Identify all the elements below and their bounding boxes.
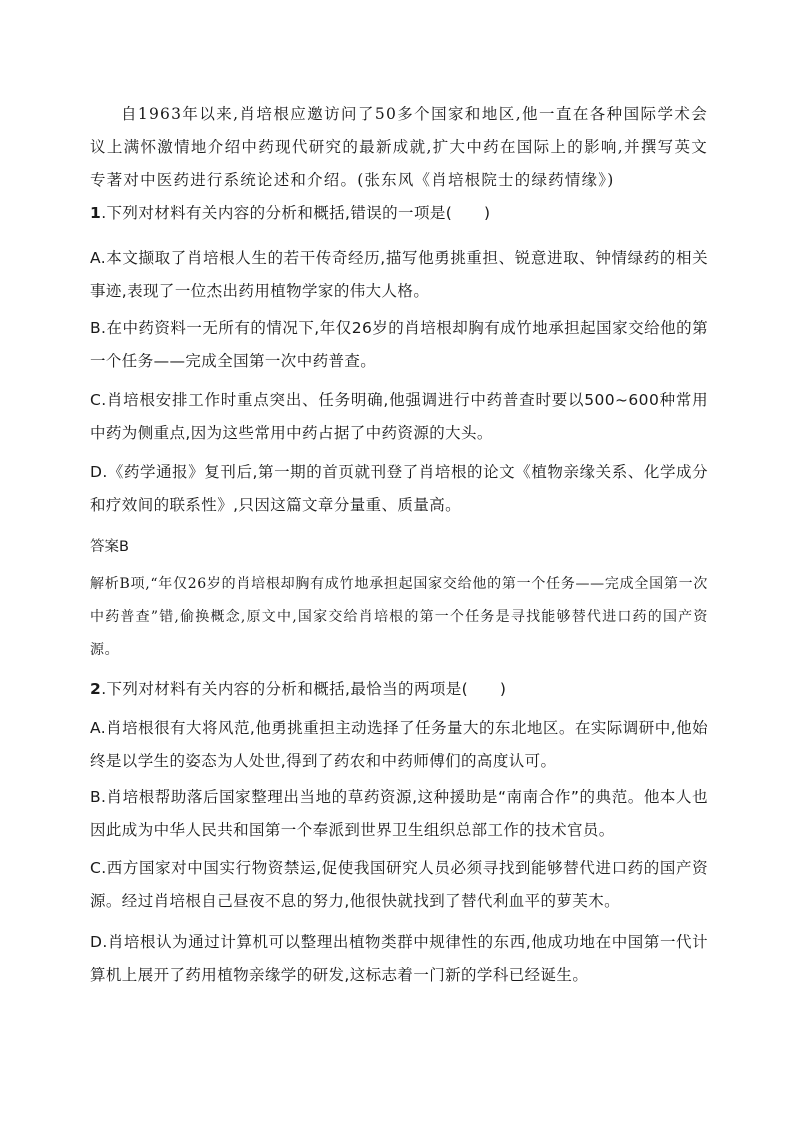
analysis-text: B项,“年仅26岁的肖培根却胸有成竹地承担起国家交给他的第一个任务——完成全国第一次中药普查”错,偷换概念,原文中,国家交给肖培根的第一个任务是寻找能够替代进口药的国产资源。	[90, 576, 708, 658]
question-2-option-a: A.肖培根很有大将风范,他勇挑重担主动选择了任务量大的东北地区。在实际调研中,他始终是以学生的姿态为人处世,得到了药农和中药师傅们的高度认可。	[90, 719, 708, 770]
question-1-option-c: C.肖培根安排工作时重点突出、任务明确,他强调进行中药普查时要以500~600种常用中药为侧重点,因为这些常用中药占据了中药资源的大头。	[90, 391, 708, 442]
question-1-option-a: A.本文撷取了肖培根人生的若干传奇经历,描写他勇挑重担、锐意进取、钟情绿药的相关事迹,表现了一位杰出药用植物学家的伟大人格。	[90, 249, 708, 300]
question-2-option-d: D.肖培根认为通过计算机可以整理出植物类群中规律性的东西,他成功地在中国第一代计算机上展开了药用植物亲缘学的研发,这标志着一门新的学科已经诞生。	[90, 933, 708, 984]
reading-passage: 自1963年以来,肖培根应邀访问了50多个国家和地区,他一直在各种国际学术会议上满怀激情地介绍中药现代研究的最新成就,扩大中药在国际上的影响,并撰写英文专著对中医药进行系统论述和介绍。(张东风《肖培根院士的绿药情缘》)	[90, 105, 708, 189]
question-1-answer	[90, 531, 708, 564]
answer-value: B	[119, 539, 129, 555]
question-2-text: .下列对材料有关内容的分析和概括,最恰当的两项是( )	[101, 680, 507, 698]
question-2-option-c: C.西方国家对中国实行物资禁运,促使我国研究人员必须寻找到能够替代进口药的国产资源。经过肖培根自己昼夜不息的努力,他很快就找到了替代利血平的萝芙木。	[90, 859, 708, 910]
question-1-option-d: D.《药学通报》复刊后,第一期的首页就刊登了肖培根的论文《植物亲缘关系、化学成分和疗效间的联系性》,只因这篇文章分量重、质量高。	[90, 463, 708, 514]
question-2-option-b: B.肖培根帮助落后国家整理出当地的草药资源,这种援助是“南南合作”的典范。他本人也因此成为中华人民共和国第一个奉派到世界卫生组织总部工作的技术官员。	[90, 788, 708, 839]
question-1-text: .下列对材料有关内容的分析和概括,错误的一项是( )	[101, 204, 491, 222]
answer-label: 答案	[90, 539, 119, 555]
question-2-stem	[90, 673, 708, 706]
question-2-number: 2	[90, 680, 102, 698]
question-1-option-b: B.在中药资料一无所有的情况下,年仅26岁的肖培根却胸有成竹地承担起国家交给他的第一个任务——完成全国第一次中药普查。	[90, 319, 708, 370]
analysis-label: 解析	[90, 576, 120, 592]
question-1-analysis	[90, 568, 708, 667]
question-1-stem	[90, 197, 708, 230]
question-1-number: 1	[90, 204, 102, 222]
